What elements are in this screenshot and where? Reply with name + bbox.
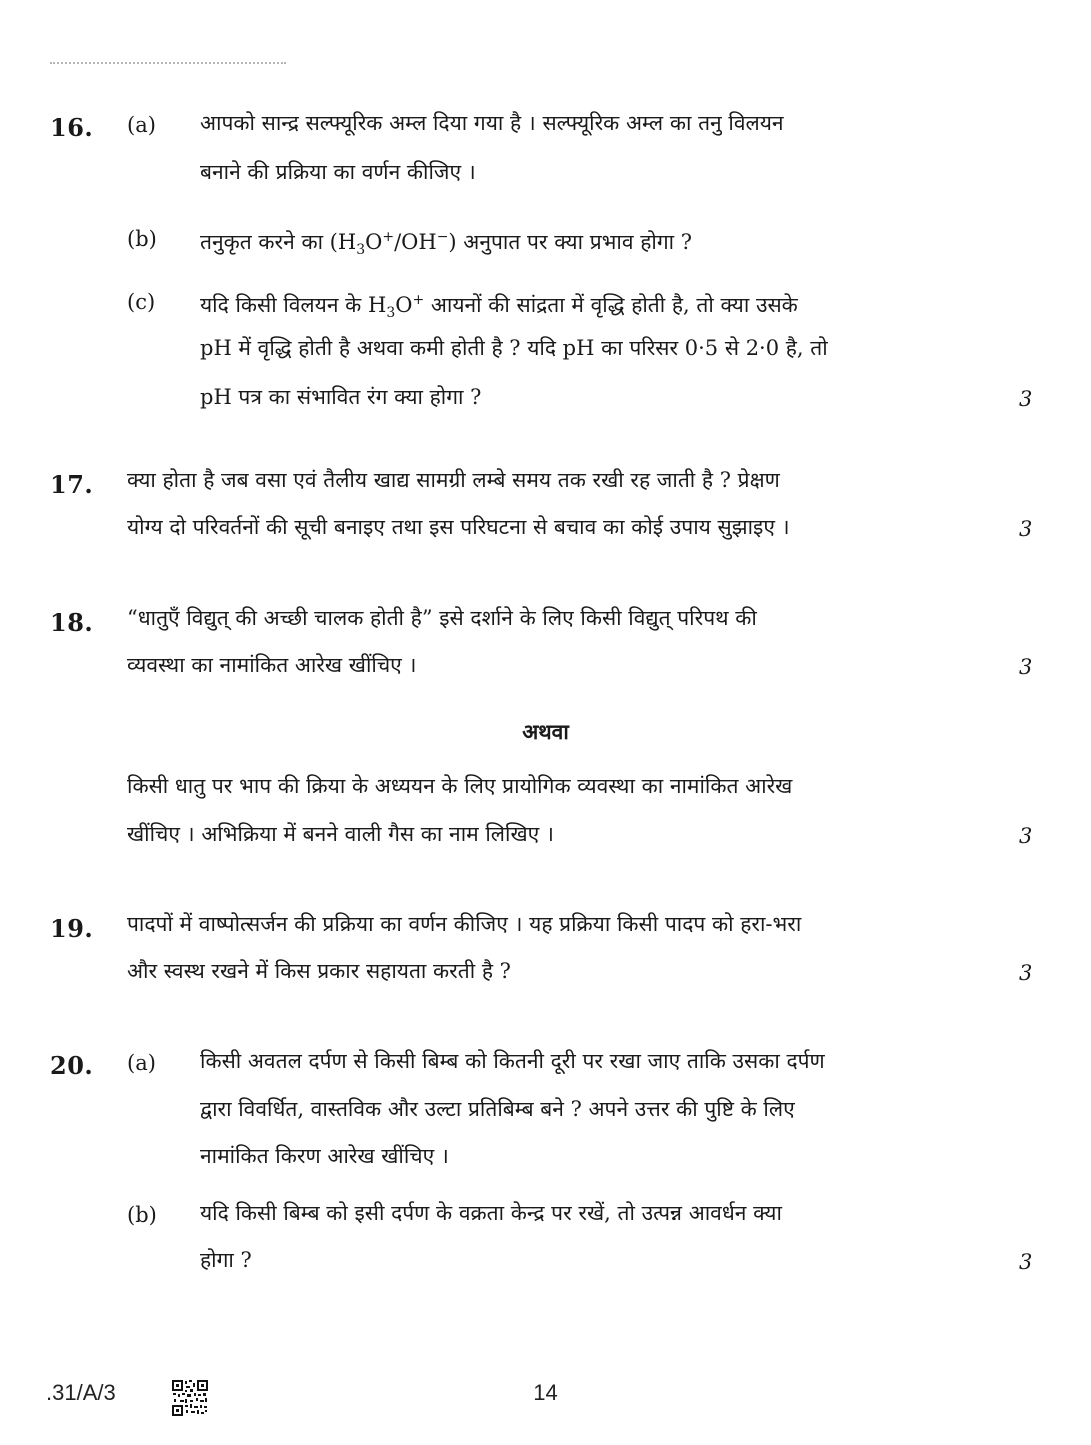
question-number-20: 20. [50,1051,94,1080]
q16-marks: 3 [1019,387,1033,411]
q16-part-c-label: (c) [127,290,156,314]
q20-b-line-1: यदि किसी बिम्ब को इसी दर्पण के वक्रता केन्द्र पर रखें, तो उत्पन्न आवर्धन क्या [200,1201,782,1225]
q19-marks: 3 [1019,961,1033,985]
q19-line-2: और स्वस्थ रखने में किस प्रकार सहायता करती है ? [127,959,511,983]
q16-c-line-3: pH पत्र का संभावित रंग क्या होगा ? [200,385,482,409]
q16-part-b-label: (b) [127,227,157,251]
q20-a-line-3: नामांकित किरण आरेख खींचिए । [200,1144,449,1168]
q18-line-1: “धातुएँ विद्युत् की अच्छी चालक होती है” इसे दर्शाने के लिए किसी विद्युत् परिपथ की [127,606,757,630]
page-number: 14 [533,1380,558,1405]
q20-part-a-label: (a) [127,1051,156,1075]
q18-alt-marks: 3 [1019,824,1033,848]
q20-a-line-2: द्वारा विवर्धित, वास्तविक और उल्टा प्रतिबिम्ब बने ? अपने उत्तर की पुष्टि के लिए [200,1097,795,1121]
header-dotted-rule [50,62,286,64]
q20-marks: 3 [1019,1250,1033,1274]
q20-part-b-label: (b) [127,1203,157,1227]
q16-part-a-label: (a) [127,113,156,137]
question-number-17: 17. [50,470,94,499]
q18-line-2: व्यवस्था का नामांकित आरेख खींचिए । [127,653,417,677]
q17-line-1: क्या होता है जब वसा एवं तैलीय खाद्य सामग्री लम्बे समय तक रखी रह जाती है ? प्रेक्षण [127,468,780,492]
q17-marks: 3 [1019,517,1033,541]
q17-line-2: योग्य दो परिवर्तनों की सूची बनाइए तथा इस परिघटना से बचाव का कोई उपाय सुझाइए । [127,515,790,539]
question-number-18: 18. [50,608,94,637]
q20-b-line-2: होगा ? [200,1248,252,1272]
question-number-16: 16. [50,113,94,142]
q16-c-line-2: pH में वृद्धि होती है अथवा कमी होती है ? यदि pH का परिसर 0·5 से 2·0 है, तो [200,336,828,360]
paper-code: .31/A/3 [46,1380,116,1405]
or-separator: अथवा [522,719,569,744]
question-number-19: 19. [50,914,94,943]
q16-c-line-1: यदि किसी विलयन के $H_3O^+$ आयनों की सांद्रता में वृद्धि होती है, तो क्या उसके [200,292,798,322]
q18-alt-line-1: किसी धातु पर भाप की क्रिया के अध्ययन के लिए प्रायोगिक व्यवस्था का नामांकित आरेख [127,774,793,798]
q18-alt-line-2: खींचिए । अभिक्रिया में बनने वाली गैस का नाम लिखिए । [127,822,554,846]
q19-line-1: पादपों में वाष्पोत्सर्जन की प्रक्रिया का वर्णन कीजिए । यह प्रक्रिया किसी पादप को हरा-भरा [127,912,802,936]
q20-a-line-1: किसी अवतल दर्पण से किसी बिम्ब को कितनी दूरी पर रखा जाए ताकि उसका दर्पण [200,1049,825,1073]
q16-a-line-1: आपको सान्द्र सल्फ्यूरिक अम्ल दिया गया है । सल्फ्यूरिक अम्ल का तनु विलयन [200,111,784,135]
q18-marks: 3 [1019,655,1033,679]
q16-a-line-2: बनाने की प्रक्रिया का वर्णन कीजिए । [200,160,476,184]
q16-b-text: तनुकृत करने का $(H_3O^+/OH^-)$ अनुपात पर क्या प्रभाव होगा ? [200,229,693,259]
